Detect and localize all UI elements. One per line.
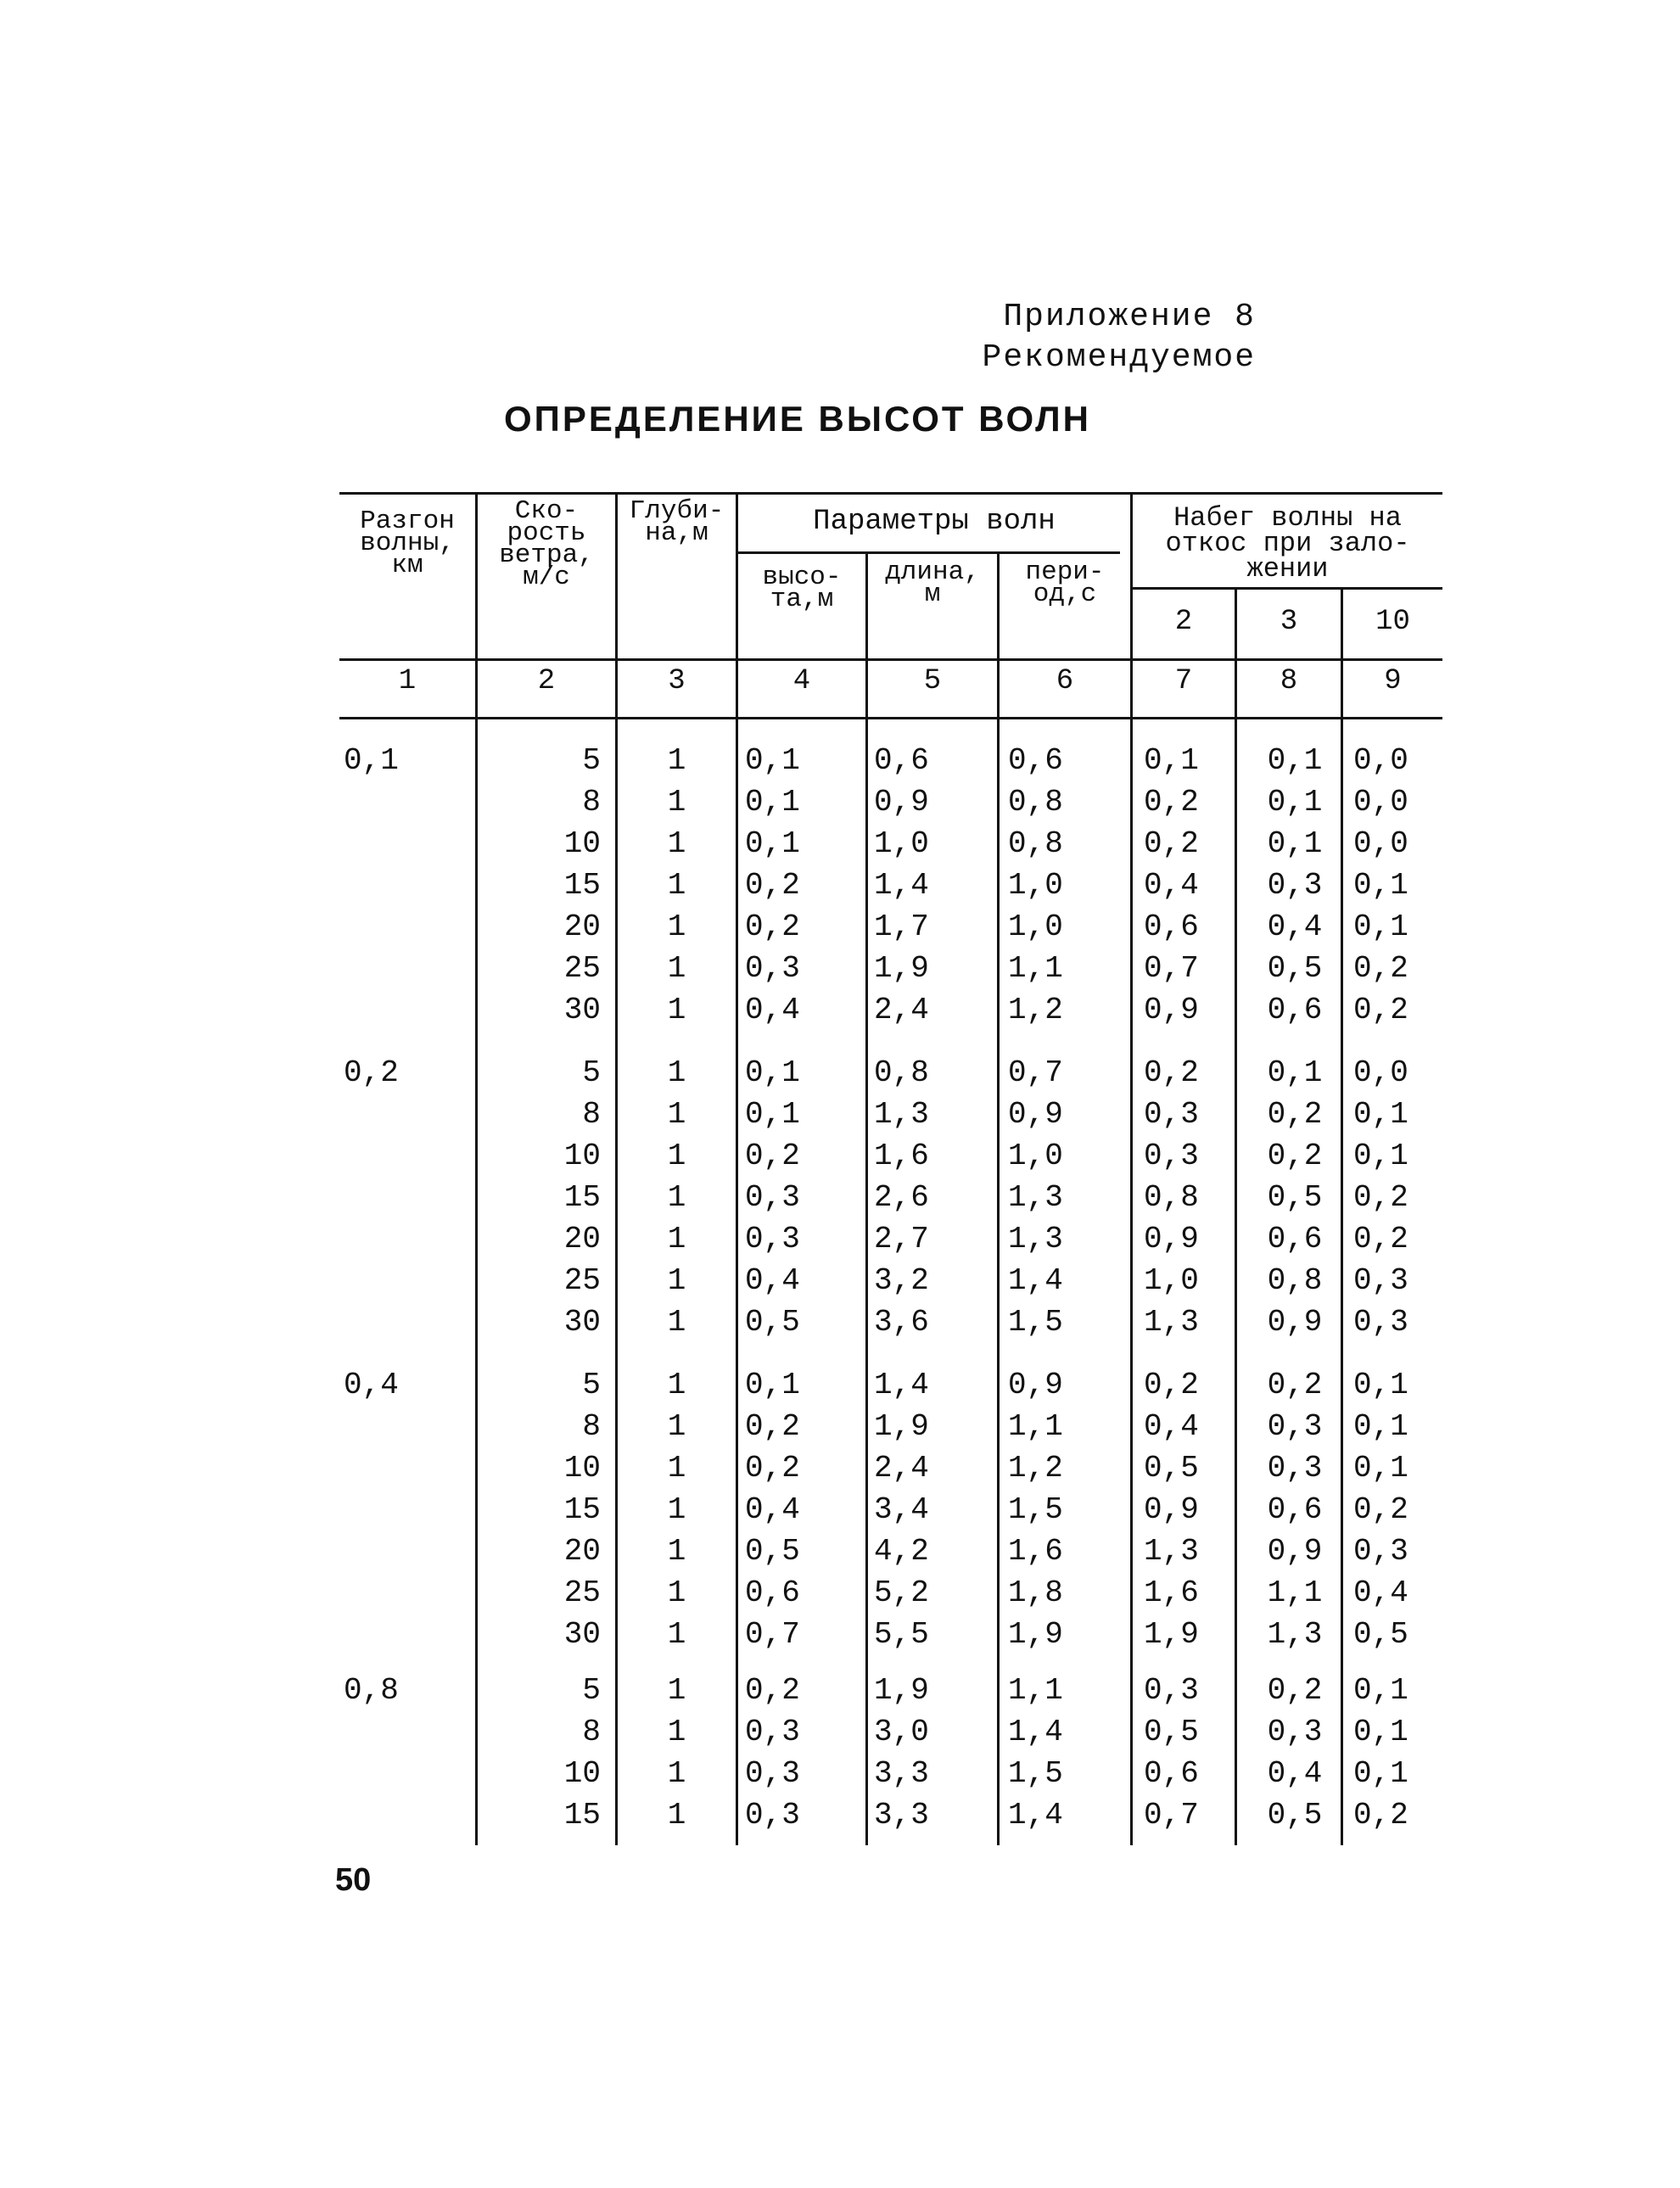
table-cell: 1,0 bbox=[1008, 868, 1063, 903]
table-cell: 0,2 bbox=[1267, 1673, 1323, 1708]
table-cell: 0,2 bbox=[1144, 785, 1199, 820]
table-cell: 0,2 bbox=[1353, 1798, 1408, 1833]
params-subheader-rule bbox=[738, 551, 1120, 554]
table-cell: 0,2 bbox=[1353, 1222, 1408, 1256]
column-number: 4 bbox=[792, 665, 811, 697]
table-row bbox=[339, 948, 1442, 989]
table-row bbox=[339, 1364, 1442, 1406]
table-cell: 0,7 bbox=[745, 1617, 800, 1652]
table-cell: 1,6 bbox=[1008, 1534, 1063, 1569]
table-cell: 0,1 bbox=[1353, 909, 1408, 944]
table-cell: 1 bbox=[667, 1798, 686, 1833]
table-row bbox=[339, 1260, 1442, 1301]
table-cell: 0,1 bbox=[745, 826, 800, 861]
table-cell: 0,7 bbox=[1144, 951, 1199, 986]
column-number: 8 bbox=[1280, 665, 1298, 697]
table-cell: 0,7 bbox=[1144, 1798, 1199, 1833]
table-cell: 1,4 bbox=[1008, 1263, 1063, 1298]
table-cell: 0,5 bbox=[1144, 1451, 1199, 1486]
fetch-cell: 0,8 bbox=[344, 1673, 399, 1708]
table-cell: 0,5 bbox=[1267, 1180, 1323, 1215]
table-cell: 1 bbox=[667, 1673, 686, 1708]
table-cell: 5,2 bbox=[874, 1575, 929, 1610]
table-cell: 1,6 bbox=[1144, 1575, 1199, 1610]
table-cell: 1 bbox=[667, 1715, 686, 1749]
table-cell: 1,1 bbox=[1008, 1409, 1063, 1444]
table-row bbox=[339, 1614, 1442, 1655]
table-cell: 0,1 bbox=[1267, 785, 1323, 820]
table-cell: 2,6 bbox=[874, 1180, 929, 1215]
table-cell: 1 bbox=[667, 1263, 686, 1298]
header-slope-2: 2 bbox=[1174, 606, 1193, 638]
table-cell: 0,6 bbox=[1008, 743, 1063, 778]
table-cell: 1,4 bbox=[874, 1368, 929, 1402]
table-row bbox=[339, 1530, 1442, 1572]
table-cell: 0,1 bbox=[1267, 743, 1323, 778]
header-wave-parameters: Параметры волн bbox=[813, 506, 1056, 538]
table-cell: 10 bbox=[563, 1756, 601, 1791]
table-cell: 1 bbox=[667, 1097, 686, 1132]
table-cell: 0,1 bbox=[1353, 1409, 1408, 1444]
table-cell: 0,2 bbox=[1144, 826, 1199, 861]
table-cell: 0,3 bbox=[1353, 1263, 1408, 1298]
table-cell: 1,6 bbox=[874, 1139, 929, 1173]
table-cell: 0,9 bbox=[874, 785, 929, 820]
header-fetch: Разгон волны, км bbox=[360, 506, 455, 580]
table-cell: 0,1 bbox=[745, 785, 800, 820]
header-bottom-rule bbox=[339, 658, 1442, 661]
table-cell: 0,3 bbox=[1267, 868, 1323, 903]
table-cell: 0,1 bbox=[1353, 868, 1408, 903]
table-cell: 1,4 bbox=[874, 868, 929, 903]
table-cell: 0,5 bbox=[745, 1305, 800, 1340]
recommendation-status: Рекомендуемое bbox=[982, 339, 1256, 376]
column-number: 9 bbox=[1384, 665, 1402, 697]
table-cell: 0,5 bbox=[1353, 1617, 1408, 1652]
table-cell: 0,6 bbox=[1267, 1222, 1323, 1256]
table-top-rule bbox=[339, 492, 1442, 495]
table-cell: 1 bbox=[667, 1180, 686, 1215]
table-cell: 0,2 bbox=[745, 1139, 800, 1173]
table-cell: 1 bbox=[667, 1534, 686, 1569]
column-number: 5 bbox=[923, 665, 942, 697]
table-cell: 20 bbox=[563, 1534, 601, 1569]
table-cell: 8 bbox=[582, 1409, 601, 1444]
table-cell: 1,7 bbox=[874, 909, 929, 944]
table-cell: 0,2 bbox=[745, 1673, 800, 1708]
table-cell: 0,9 bbox=[1008, 1368, 1063, 1402]
table-cell: 0,8 bbox=[874, 1055, 929, 1090]
table-cell: 0,3 bbox=[745, 1715, 800, 1749]
table-cell: 0,0 bbox=[1353, 785, 1408, 820]
table-cell: 0,3 bbox=[745, 1798, 800, 1833]
table-cell: 0,6 bbox=[1144, 1756, 1199, 1791]
table-cell: 0,2 bbox=[1353, 1180, 1408, 1215]
table-cell: 5,5 bbox=[874, 1617, 929, 1652]
table-cell: 0,9 bbox=[1267, 1305, 1323, 1340]
table-cell: 0,1 bbox=[1144, 743, 1199, 778]
table-cell: 0,1 bbox=[1353, 1097, 1408, 1132]
table-cell: 0,6 bbox=[1267, 1492, 1323, 1527]
table-cell: 0,1 bbox=[745, 743, 800, 778]
table-cell: 25 bbox=[563, 1575, 601, 1610]
table-cell: 0,2 bbox=[745, 909, 800, 944]
table-cell: 1 bbox=[667, 909, 686, 944]
table-cell: 0,2 bbox=[745, 868, 800, 903]
table-cell: 8 bbox=[582, 785, 601, 820]
table-cell: 3,6 bbox=[874, 1305, 929, 1340]
table-row bbox=[339, 1447, 1442, 1489]
table-row bbox=[339, 1406, 1442, 1447]
table-row bbox=[339, 781, 1442, 823]
header-wind-speed: Ско- рость ветра, м/с bbox=[499, 496, 594, 592]
table-cell: 0,7 bbox=[1008, 1055, 1063, 1090]
table-cell: 8 bbox=[582, 1715, 601, 1749]
fetch-cell: 0,2 bbox=[344, 1055, 399, 1090]
table-cell: 0,1 bbox=[1267, 826, 1323, 861]
table-cell: 5 bbox=[582, 1673, 601, 1708]
table-cell: 1,3 bbox=[1144, 1534, 1199, 1569]
table-cell: 0,8 bbox=[1008, 785, 1063, 820]
table-cell: 1,9 bbox=[874, 1409, 929, 1444]
table-cell: 4,2 bbox=[874, 1534, 929, 1569]
table-cell: 1 bbox=[667, 1756, 686, 1791]
table-cell: 0,3 bbox=[745, 951, 800, 986]
table-cell: 0,5 bbox=[745, 1534, 800, 1569]
table-cell: 0,4 bbox=[745, 1492, 800, 1527]
table-cell: 0,4 bbox=[745, 1263, 800, 1298]
table-cell: 0,1 bbox=[1353, 1756, 1408, 1791]
table-row bbox=[339, 1135, 1442, 1177]
table-row bbox=[339, 823, 1442, 865]
table-row bbox=[339, 1794, 1442, 1836]
table-cell: 3,3 bbox=[874, 1756, 929, 1791]
table-cell: 0,3 bbox=[745, 1756, 800, 1791]
table-cell: 5 bbox=[582, 1055, 601, 1090]
table-cell: 2,4 bbox=[874, 993, 929, 1027]
table-cell: 0,9 bbox=[1144, 993, 1199, 1027]
table-cell: 0,2 bbox=[1144, 1055, 1199, 1090]
table-cell: 0,3 bbox=[745, 1180, 800, 1215]
table-cell: 0,3 bbox=[1144, 1673, 1199, 1708]
table-row bbox=[339, 1753, 1442, 1794]
header-wave-height: высо- та,м bbox=[762, 562, 842, 614]
table-cell: 0,5 bbox=[1267, 1798, 1323, 1833]
column-number: 1 bbox=[398, 665, 417, 697]
table-cell: 10 bbox=[563, 1451, 601, 1486]
table-cell: 15 bbox=[563, 1492, 601, 1527]
table-cell: 0,5 bbox=[1267, 951, 1323, 986]
table-cell: 1 bbox=[667, 951, 686, 986]
table-cell: 3,3 bbox=[874, 1798, 929, 1833]
table-cell: 1,5 bbox=[1008, 1305, 1063, 1340]
table-cell: 0,2 bbox=[1267, 1139, 1323, 1173]
table-cell: 1 bbox=[667, 1451, 686, 1486]
table-cell: 0,0 bbox=[1353, 743, 1408, 778]
table-cell: 5 bbox=[582, 743, 601, 778]
table-cell: 1 bbox=[667, 1575, 686, 1610]
table-cell: 0,1 bbox=[1353, 1715, 1408, 1749]
table-cell: 0,9 bbox=[1144, 1222, 1199, 1256]
table-cell: 0,1 bbox=[745, 1368, 800, 1402]
table-cell: 0,1 bbox=[1353, 1673, 1408, 1708]
table-cell: 1,3 bbox=[1008, 1180, 1063, 1215]
table-cell: 1,8 bbox=[1008, 1575, 1063, 1610]
table-cell: 1 bbox=[667, 1617, 686, 1652]
table-cell: 0,3 bbox=[1353, 1534, 1408, 1569]
table-cell: 1,4 bbox=[1008, 1798, 1063, 1833]
table-row bbox=[339, 865, 1442, 906]
table-cell: 1,9 bbox=[1144, 1617, 1199, 1652]
table-cell: 0,8 bbox=[1144, 1180, 1199, 1215]
header-runup: Набег волны на откос при зало- жении bbox=[1165, 502, 1410, 585]
table-cell: 1,9 bbox=[874, 1673, 929, 1708]
table-cell: 0,3 bbox=[745, 1222, 800, 1256]
table-cell: 30 bbox=[563, 1617, 601, 1652]
table-cell: 1,1 bbox=[1008, 1673, 1063, 1708]
table-cell: 1,9 bbox=[874, 951, 929, 986]
table-row bbox=[339, 906, 1442, 948]
table-cell: 0,1 bbox=[1353, 1368, 1408, 1402]
table-cell: 15 bbox=[563, 1798, 601, 1833]
table-cell: 0,1 bbox=[1353, 1451, 1408, 1486]
table-cell: 0,2 bbox=[1144, 1368, 1199, 1402]
table-cell: 1 bbox=[667, 1409, 686, 1444]
table-cell: 1 bbox=[667, 1055, 686, 1090]
table-cell: 1,0 bbox=[1144, 1263, 1199, 1298]
table-cell: 0,3 bbox=[1267, 1409, 1323, 1444]
table-row bbox=[339, 1670, 1442, 1711]
table-cell: 0,3 bbox=[1353, 1305, 1408, 1340]
table-row bbox=[339, 1489, 1442, 1530]
table-cell: 0,0 bbox=[1353, 826, 1408, 861]
table-cell: 2,4 bbox=[874, 1451, 929, 1486]
table-cell: 20 bbox=[563, 909, 601, 944]
table-cell: 0,4 bbox=[1144, 868, 1199, 903]
header-wave-length: длина, м bbox=[885, 557, 980, 609]
column-number: 2 bbox=[537, 665, 556, 697]
table-cell: 0,2 bbox=[1353, 1492, 1408, 1527]
table-cell: 1 bbox=[667, 1492, 686, 1527]
table-row bbox=[339, 989, 1442, 1031]
table-cell: 0,3 bbox=[1267, 1451, 1323, 1486]
table-cell: 15 bbox=[563, 1180, 601, 1215]
table-cell: 1,1 bbox=[1267, 1575, 1323, 1610]
appendix-label: Приложение 8 bbox=[1003, 299, 1256, 335]
table-cell: 1 bbox=[667, 743, 686, 778]
slopes-subheader-rule bbox=[1133, 587, 1442, 590]
table-row bbox=[339, 1572, 1442, 1614]
table-cell: 0,9 bbox=[1144, 1492, 1199, 1527]
table-cell: 1,1 bbox=[1008, 951, 1063, 986]
table-cell: 0,6 bbox=[1144, 909, 1199, 944]
column-number: 7 bbox=[1174, 665, 1193, 697]
table-cell: 8 bbox=[582, 1097, 601, 1132]
header-depth: Глуби- на,м bbox=[629, 496, 725, 548]
table-row bbox=[339, 1052, 1442, 1094]
column-number: 3 bbox=[668, 665, 686, 697]
table-cell: 0,6 bbox=[874, 743, 929, 778]
table-cell: 1,3 bbox=[1008, 1222, 1063, 1256]
table-cell: 1,5 bbox=[1008, 1756, 1063, 1791]
table-cell: 0,6 bbox=[745, 1575, 800, 1610]
table-cell: 3,2 bbox=[874, 1263, 929, 1298]
table-cell: 1 bbox=[667, 993, 686, 1027]
table-row bbox=[339, 1094, 1442, 1135]
table-cell: 0,2 bbox=[1353, 951, 1408, 986]
table-cell: 30 bbox=[563, 1305, 601, 1340]
page-title: ОПРЕДЕЛЕНИЕ ВЫСОТ ВОЛН bbox=[504, 399, 1091, 439]
table-cell: 0,4 bbox=[1353, 1575, 1408, 1610]
table-cell: 0,6 bbox=[1267, 993, 1323, 1027]
header-wave-period: пери- од,с bbox=[1025, 557, 1105, 609]
table-cell: 5 bbox=[582, 1368, 601, 1402]
table-cell: 1,2 bbox=[1008, 993, 1063, 1027]
table-cell: 1,0 bbox=[1008, 909, 1063, 944]
table-row bbox=[339, 1301, 1442, 1343]
table-cell: 0,4 bbox=[1144, 1409, 1199, 1444]
table-cell: 1,0 bbox=[874, 826, 929, 861]
table-cell: 30 bbox=[563, 993, 601, 1027]
table-cell: 20 bbox=[563, 1222, 601, 1256]
table-cell: 1,5 bbox=[1008, 1492, 1063, 1527]
table-row bbox=[339, 1177, 1442, 1218]
table-cell: 10 bbox=[563, 826, 601, 861]
table-cell: 0,5 bbox=[1144, 1715, 1199, 1749]
table-cell: 0,1 bbox=[745, 1097, 800, 1132]
table-cell: 3,4 bbox=[874, 1492, 929, 1527]
table-cell: 0,8 bbox=[1008, 826, 1063, 861]
table-cell: 1,3 bbox=[1144, 1305, 1199, 1340]
page-number: 50 bbox=[335, 1862, 372, 1898]
table-cell: 0,2 bbox=[745, 1409, 800, 1444]
table-cell: 1,3 bbox=[1267, 1617, 1323, 1652]
table-cell: 0,0 bbox=[1353, 1055, 1408, 1090]
table-cell: 1 bbox=[667, 1139, 686, 1173]
table-cell: 0,9 bbox=[1267, 1534, 1323, 1569]
table-cell: 10 bbox=[563, 1139, 601, 1173]
table-cell: 0,2 bbox=[1353, 993, 1408, 1027]
table-cell: 1 bbox=[667, 785, 686, 820]
table-cell: 0,8 bbox=[1267, 1263, 1323, 1298]
table-cell: 1,3 bbox=[874, 1097, 929, 1132]
table-cell: 2,7 bbox=[874, 1222, 929, 1256]
table-row bbox=[339, 1711, 1442, 1753]
table-cell: 0,4 bbox=[1267, 909, 1323, 944]
table-cell: 1,0 bbox=[1008, 1139, 1063, 1173]
header-slope-3: 3 bbox=[1280, 606, 1298, 638]
table-cell: 0,9 bbox=[1008, 1097, 1063, 1132]
table-cell: 1 bbox=[667, 1368, 686, 1402]
column-numbers-rule bbox=[339, 717, 1442, 719]
table-cell: 0,2 bbox=[1267, 1368, 1323, 1402]
table-cell: 0,1 bbox=[1267, 1055, 1323, 1090]
table-cell: 0,3 bbox=[1144, 1097, 1199, 1132]
table-row bbox=[339, 1218, 1442, 1260]
table-cell: 0,1 bbox=[1353, 1139, 1408, 1173]
table-cell: 25 bbox=[563, 1263, 601, 1298]
table-cell: 0,4 bbox=[1267, 1756, 1323, 1791]
wave-height-table bbox=[339, 492, 1442, 1845]
table-cell: 0,3 bbox=[1267, 1715, 1323, 1749]
column-number: 6 bbox=[1056, 665, 1074, 697]
table-cell: 1 bbox=[667, 868, 686, 903]
table-cell: 25 bbox=[563, 951, 601, 986]
header-slope-10: 10 bbox=[1375, 606, 1410, 638]
fetch-cell: 0,1 bbox=[344, 743, 399, 778]
table-row bbox=[339, 740, 1442, 781]
table-cell: 1 bbox=[667, 826, 686, 861]
fetch-cell: 0,4 bbox=[344, 1368, 399, 1402]
table-cell: 1 bbox=[667, 1305, 686, 1340]
table-cell: 0,4 bbox=[745, 993, 800, 1027]
table-cell: 1,9 bbox=[1008, 1617, 1063, 1652]
table-cell: 1,2 bbox=[1008, 1451, 1063, 1486]
table-cell: 0,3 bbox=[1144, 1139, 1199, 1173]
table-cell: 0,1 bbox=[745, 1055, 800, 1090]
table-cell: 0,2 bbox=[1267, 1097, 1323, 1132]
table-cell: 1 bbox=[667, 1222, 686, 1256]
table-cell: 15 bbox=[563, 868, 601, 903]
table-cell: 1,4 bbox=[1008, 1715, 1063, 1749]
table-cell: 3,0 bbox=[874, 1715, 929, 1749]
table-cell: 0,2 bbox=[745, 1451, 800, 1486]
